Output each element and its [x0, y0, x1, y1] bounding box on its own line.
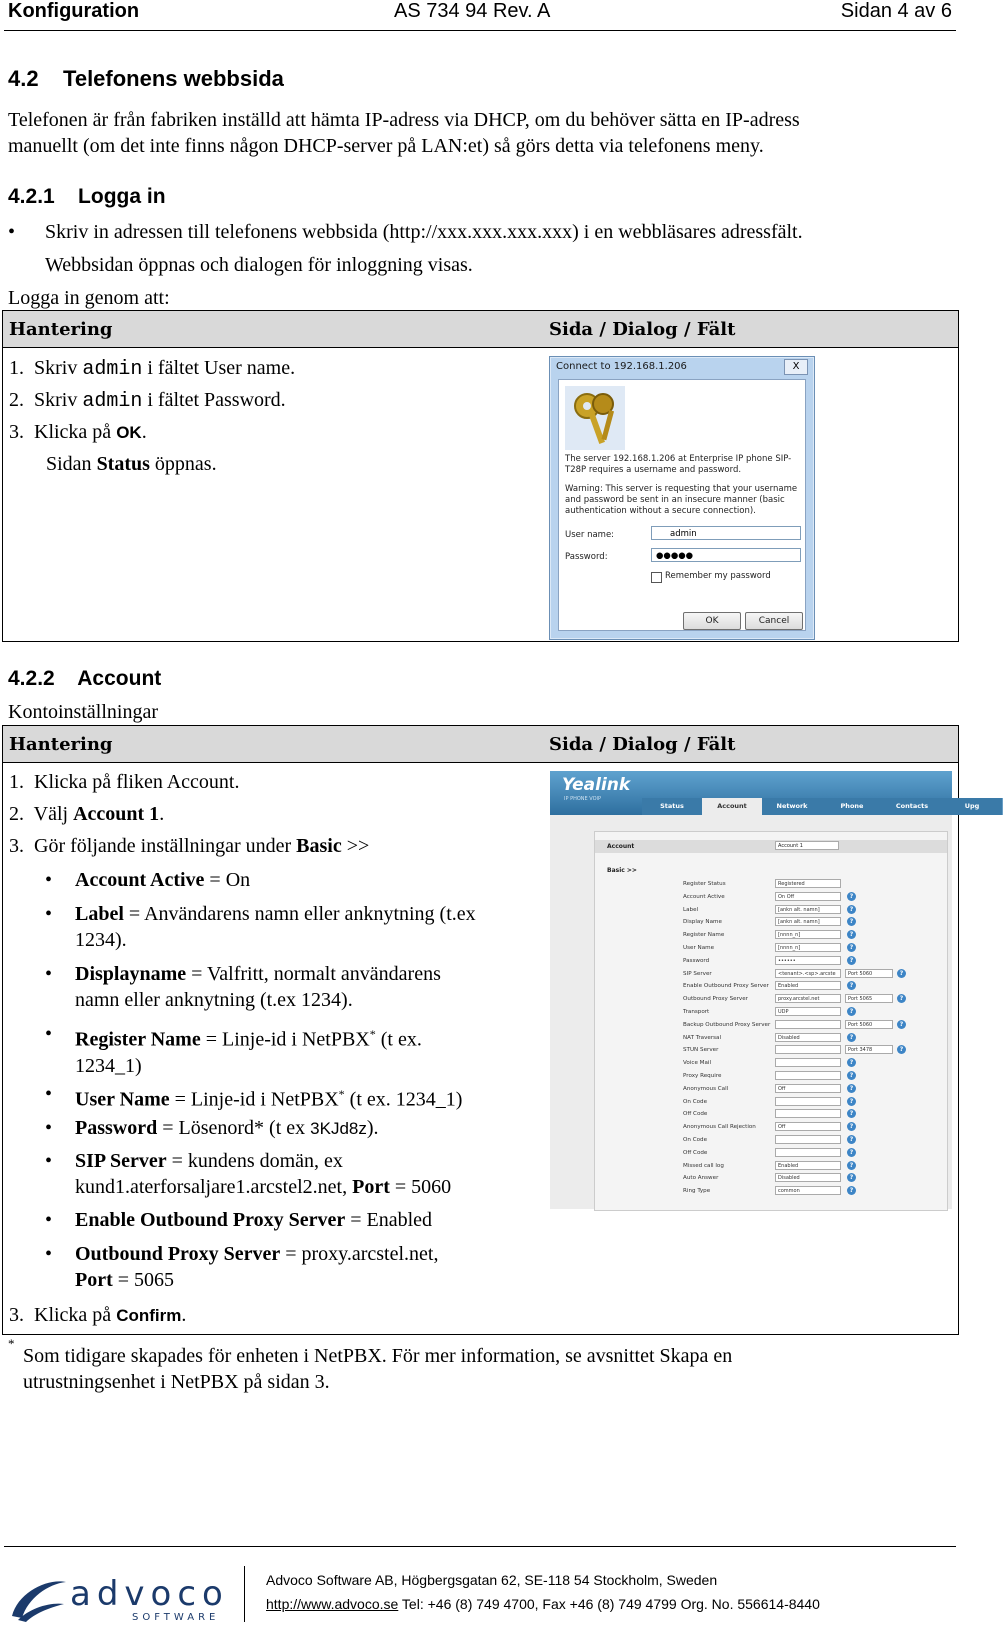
- yealink-top-bar: [550, 771, 980, 815]
- tab-account[interactable]: Account: [702, 798, 763, 815]
- yealink-setting-label: Ring Type: [683, 1188, 711, 1195]
- yealink-setting-row: [595, 1032, 947, 1045]
- yealink-setting-label: Password: [683, 957, 710, 964]
- intro-line-2: manuellt (om det inte finns någon DHCP-server på LAN:et) så görs detta via telefonens meny.: [8, 135, 764, 157]
- yealink-setting-field[interactable]: [nnnn_n]: [775, 930, 841, 939]
- col-page: Sida / Dialog / Fält: [549, 734, 736, 755]
- tab-upgrade[interactable]: Upg: [942, 798, 1003, 815]
- login-result: Sidan Status öppnas.: [46, 453, 217, 475]
- yealink-setting-row: [595, 1108, 947, 1121]
- tab-phone[interactable]: Phone: [822, 798, 883, 815]
- yealink-setting-label: Display Name: [683, 919, 722, 926]
- section-heading: 4.2 Telefonens webbsida: [8, 66, 284, 91]
- help-icon[interactable]: ?: [847, 1135, 856, 1144]
- yealink-setting-row: [595, 1147, 947, 1160]
- keys-icon: [565, 386, 625, 450]
- help-icon[interactable]: ?: [847, 1161, 856, 1170]
- yealink-setting-field[interactable]: proxy.arcstel.net: [775, 994, 841, 1003]
- col-handling: Hantering: [9, 319, 113, 340]
- yealink-setting-label: Account Active: [683, 893, 725, 900]
- yealink-setting-field[interactable]: UDP: [775, 1007, 841, 1016]
- yealink-setting-label: Off Code: [683, 1111, 708, 1118]
- account-select[interactable]: Account 1: [775, 841, 839, 850]
- help-icon[interactable]: ?: [847, 956, 856, 965]
- yealink-setting-field[interactable]: Off: [775, 1084, 841, 1093]
- yealink-setting-row: [595, 968, 947, 981]
- help-icon[interactable]: ?: [847, 1122, 856, 1131]
- yealink-logo-sub: IP PHONE VOIP: [564, 796, 602, 802]
- yealink-setting-row: [595, 916, 947, 929]
- yealink-setting-row: [595, 1057, 947, 1070]
- account-table-header: [3, 726, 958, 763]
- yealink-setting-row: [595, 1083, 947, 1096]
- yealink-setting-row: [595, 1160, 947, 1173]
- yealink-setting-label: Register Status: [683, 881, 726, 887]
- header-title: Konfiguration: [8, 0, 140, 22]
- setting-enable-outbound-proxy: • Enable Outbound Proxy Server = Enabled: [75, 1207, 515, 1233]
- setting-account-active: • Account Active = On: [75, 867, 515, 893]
- yealink-setting-label: Label: [683, 906, 699, 913]
- login-bullet-line-1: Skriv in adressen till telefonens webbsida (http://xxx.xxx.xxx.xxx) i en webbläsares adressfält.: [45, 221, 803, 243]
- advoco-logo: [8, 1572, 228, 1624]
- help-icon[interactable]: ?: [897, 994, 906, 1003]
- help-icon[interactable]: ?: [847, 1084, 856, 1093]
- yealink-setting-field[interactable]: [775, 1097, 841, 1106]
- yealink-setting-label: Missed call log: [683, 1162, 724, 1169]
- account-step-3: 3. Gör följande inställningar under Basic >>: [9, 835, 370, 857]
- footer-divider: [4, 1546, 956, 1547]
- yealink-setting-field[interactable]: <tenant>.<sp>.arcste: [775, 969, 841, 978]
- help-icon[interactable]: ?: [897, 969, 906, 978]
- yealink-setting-label: Register Name: [683, 932, 725, 939]
- footnote-mark: *: [8, 1336, 15, 1351]
- account-step-1: 1. Klicka på fliken Account.: [9, 771, 240, 793]
- yealink-setting-row: [595, 993, 947, 1006]
- yealink-setting-field[interactable]: [775, 1020, 841, 1029]
- yealink-setting-row: [595, 1070, 947, 1083]
- col-handling: Hantering: [9, 734, 113, 755]
- advoco-wordmark-sub: SOFTWARE: [132, 1612, 220, 1623]
- login-step-1: 1. Skriv admin i fältet User name.: [9, 357, 296, 381]
- username-label: User name:: [565, 530, 615, 540]
- yealink-setting-row: [595, 929, 947, 942]
- setting-sip-server: • SIP Server = kundens domän, ex kund1.aterforsaljare1.arcstel2.net, Port = 5060: [75, 1148, 515, 1200]
- login-step-3: 3. Klicka på OK.: [9, 421, 147, 443]
- yealink-setting-label: Proxy Require: [683, 1073, 722, 1079]
- yealink-setting-label: Backup Outbound Proxy Server: [683, 1021, 771, 1028]
- setting-displayname: • Displayname = Valfritt, normalt användarens namn eller anknytning (t.ex 1234).: [75, 961, 515, 1013]
- yealink-setting-field[interactable]: [ankn alt. namn]: [775, 905, 841, 914]
- login-step-2: 2. Skriv admin i fältet Password.: [9, 389, 286, 413]
- header-divider: [4, 30, 956, 31]
- yealink-setting-row: [595, 980, 947, 993]
- help-icon[interactable]: ?: [847, 1109, 856, 1118]
- yealink-setting-field[interactable]: [775, 1135, 841, 1144]
- help-icon[interactable]: ?: [847, 905, 856, 914]
- yealink-setting-field[interactable]: [775, 1148, 841, 1157]
- yealink-setting-field[interactable]: ••••••: [775, 956, 841, 965]
- yealink-setting-field[interactable]: Disabled: [775, 1033, 841, 1042]
- help-icon[interactable]: ?: [847, 1148, 856, 1157]
- account-step-confirm: 3. Klicka på Confirm.: [9, 1304, 187, 1326]
- yealink-setting-label: NAT Traversal: [683, 1034, 722, 1041]
- yealink-setting-label: Enable Outbound Proxy Server: [683, 983, 769, 990]
- yealink-setting-field[interactable]: common: [775, 1186, 841, 1195]
- yealink-setting-row: [595, 955, 947, 968]
- yealink-setting-row: [595, 1134, 947, 1147]
- login-dialog: [549, 356, 815, 640]
- help-icon[interactable]: ?: [847, 1186, 856, 1195]
- cancel-button[interactable]: Cancel: [745, 612, 803, 630]
- header-doc-id: AS 734 94 Rev. A: [394, 0, 551, 22]
- page-header: [8, 0, 952, 24]
- yealink-setting-row: [595, 1121, 947, 1134]
- footnote-line-2: utrustningsenhet i NetPBX på sidan 3.: [23, 1371, 330, 1393]
- help-icon[interactable]: ?: [847, 1007, 856, 1016]
- help-icon[interactable]: ?: [847, 943, 856, 952]
- dialog-title: Connect to 192.168.1.206: [556, 361, 687, 372]
- yealink-setting-field[interactable]: [nnnn_n]: [775, 943, 841, 952]
- login-bullet-line-2: Webbsidan öppnas och dialogen för inloggning visas.: [45, 254, 473, 276]
- help-icon[interactable]: ?: [847, 1033, 856, 1042]
- ok-button[interactable]: OK: [683, 612, 741, 630]
- yealink-setting-label: User Name: [683, 945, 715, 951]
- dialog-text-1: The server 192.168.1.206 at Enterprise IP phone SIP-T28P requires a username and password.: [565, 454, 792, 475]
- yealink-setting-row: [595, 891, 947, 904]
- login-bullet-marker: •: [8, 221, 16, 243]
- password-label: Password:: [565, 552, 608, 562]
- login-heading: 4.2.1 Logga in: [8, 185, 166, 208]
- yealink-setting-label: Anonymous Call Rejection: [683, 1124, 756, 1131]
- yealink-port-field[interactable]: Port 3478: [845, 1045, 893, 1054]
- yealink-setting-field[interactable]: [775, 1045, 841, 1054]
- footer-address: Advoco Software AB, Högbergsgatan 62, SE-118 54 Stockholm, Sweden: [266, 1572, 718, 1588]
- yealink-setting-row: [595, 904, 947, 917]
- help-icon[interactable]: ?: [847, 1097, 856, 1106]
- footer-website-link[interactable]: http://www.advoco.se: [266, 1596, 399, 1612]
- basic-section: Basic >>: [607, 867, 637, 874]
- advoco-swoosh-icon: [8, 1572, 70, 1624]
- yealink-port-field[interactable]: Port 5060: [845, 969, 893, 978]
- yealink-setting-label: On Code: [683, 1098, 708, 1105]
- login-lead: Logga in genom att:: [8, 287, 170, 309]
- account-select-row: Account Account 1: [595, 840, 947, 853]
- yealink-setting-field[interactable]: [ankn alt. namn]: [775, 917, 841, 926]
- help-icon[interactable]: ?: [847, 930, 856, 939]
- advoco-wordmark: advoco: [70, 1574, 229, 1614]
- tab-contacts[interactable]: Contacts: [882, 798, 943, 815]
- yealink-setting-label: Anonymous Call: [683, 1085, 729, 1092]
- yealink-port-field[interactable]: Port 5065: [845, 994, 893, 1003]
- yealink-account-panel: [594, 831, 948, 1211]
- footer-separator: [244, 1566, 245, 1622]
- setting-user-name: • User Name = Linje-id i NetPBX* (t ex. 1234_1): [75, 1081, 515, 1113]
- dialog-text-2: Warning: This server is requesting that your username and password be sent in an insecure manner (basic authentication without a secure connection).: [565, 484, 798, 516]
- help-icon[interactable]: ?: [897, 1020, 906, 1029]
- help-icon[interactable]: ?: [847, 981, 856, 990]
- yealink-setting-row: [595, 878, 947, 891]
- footer-contact: http://www.advoco.se Tel: +46 (8) 749 4700, Fax +46 (8) 749 4799 Org. No. 556614-8440: [266, 1596, 820, 1612]
- col-page: Sida / Dialog / Fält: [549, 319, 736, 340]
- password-field[interactable]: ●●●●●: [651, 548, 801, 562]
- setting-label: • Label = Användarens namn eller anknytning (t.ex 1234).: [75, 901, 515, 953]
- yealink-setting-row: [595, 1019, 947, 1032]
- help-icon[interactable]: ?: [897, 1045, 906, 1054]
- tab-status[interactable]: Status: [642, 798, 703, 815]
- help-icon[interactable]: ?: [847, 1071, 856, 1080]
- remember-checkbox[interactable]: [651, 572, 662, 583]
- yealink-logo: Yealink: [562, 775, 631, 795]
- help-icon[interactable]: ?: [847, 892, 856, 901]
- yealink-setting-label: Outbound Proxy Server: [683, 996, 748, 1003]
- yealink-setting-label: Auto Answer: [683, 1175, 719, 1182]
- help-icon[interactable]: ?: [847, 917, 856, 926]
- dialog-close-button[interactable]: X: [784, 359, 808, 375]
- account-step-2: 2. Välj Account 1.: [9, 803, 165, 825]
- yealink-setting-field[interactable]: Enabled: [775, 1161, 841, 1170]
- yealink-setting-field[interactable]: Enabled: [775, 981, 841, 990]
- yealink-setting-field[interactable]: Off: [775, 1122, 841, 1131]
- yealink-setting-label: On Code: [683, 1137, 708, 1143]
- login-table-header: [3, 311, 958, 348]
- yealink-setting-row: [595, 1185, 947, 1198]
- yealink-setting-field[interactable]: [775, 1058, 841, 1067]
- username-field[interactable]: admin: [651, 526, 801, 540]
- help-icon[interactable]: ?: [847, 1058, 856, 1067]
- yealink-setting-field[interactable]: [775, 1109, 841, 1118]
- setting-password: • Password = Lösenord* (t ex 3KJd8z).: [75, 1115, 515, 1142]
- dialog-body: [558, 379, 806, 631]
- yealink-setting-label: Voice Mail: [683, 1060, 712, 1067]
- yealink-setting-row: [595, 942, 947, 955]
- yealink-setting-row: [595, 1044, 947, 1057]
- yealink-account-screenshot: [550, 771, 980, 1209]
- yealink-setting-row: [595, 1096, 947, 1109]
- setting-register-name: • Register Name = Linje-id i NetPBX* (t ex. 1234_1): [75, 1021, 515, 1079]
- login-table: [2, 310, 959, 642]
- intro-line-1: Telefonen är från fabriken inställd att hämta IP-adress via DHCP, om du behöver sätta en IP-adress: [8, 109, 800, 131]
- footnote-line-1: Som tidigare skapades för enheten i NetPBX. För mer information, se avsnittet Skapa en: [23, 1345, 733, 1367]
- tab-network[interactable]: Network: [762, 798, 823, 815]
- yealink-setting-label: SIP Server: [683, 970, 712, 977]
- yealink-port-field[interactable]: Port 5060: [845, 1020, 893, 1029]
- yealink-setting-field[interactable]: Disabled: [775, 1173, 841, 1182]
- yealink-setting-field[interactable]: [775, 1071, 841, 1080]
- yealink-setting-row: [595, 1172, 947, 1185]
- yealink-setting-label: STUN Server: [683, 1047, 719, 1054]
- yealink-setting-field[interactable]: On Off: [775, 892, 841, 901]
- help-icon[interactable]: ?: [847, 1173, 856, 1182]
- yealink-setting-label: Off Code: [683, 1149, 708, 1156]
- header-page-number: Sidan 4 av 6: [840, 0, 952, 22]
- yealink-setting-row: [595, 1006, 947, 1019]
- account-heading: 4.2.2 Account: [8, 667, 162, 690]
- account-lead: Kontoinställningar: [8, 701, 158, 723]
- remember-label: Remember my password: [665, 571, 771, 581]
- setting-outbound-proxy-server: • Outbound Proxy Server = proxy.arcstel.net, Port = 5065: [75, 1241, 515, 1293]
- yealink-setting-label: Transport: [683, 1009, 710, 1015]
- yealink-setting-field[interactable]: Registered: [775, 879, 841, 888]
